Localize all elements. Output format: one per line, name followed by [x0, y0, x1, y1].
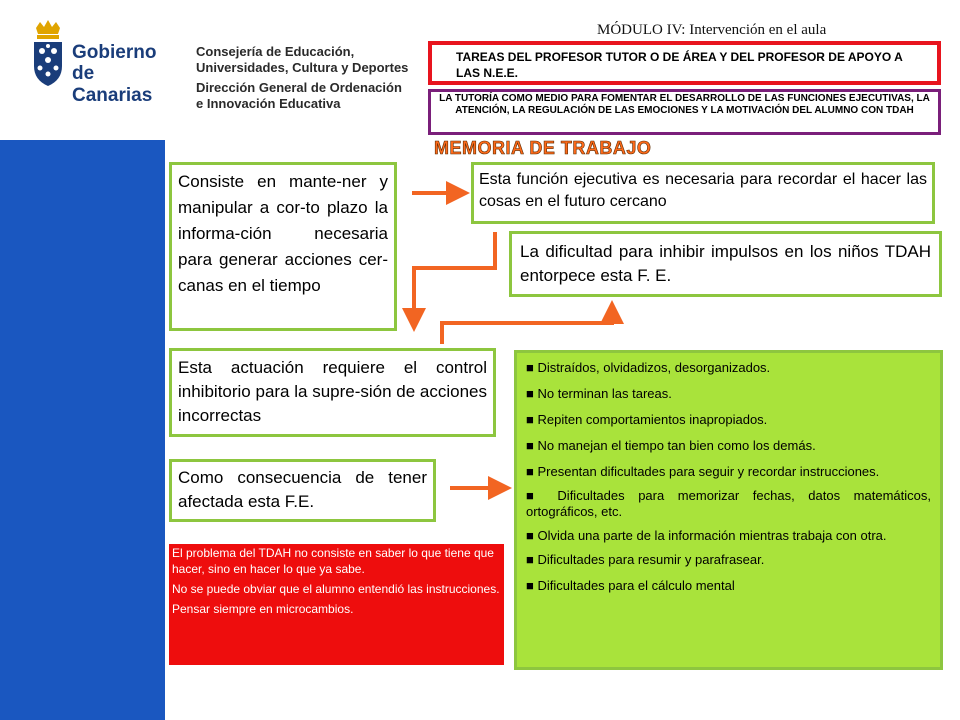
list-item: ■ Dificultades para memorizar fechas, datos matemáticos, ortográficos, etc.: [526, 488, 931, 519]
function-box: Esta función ejecutiva es necesaria para recordar el hacer las cosas en el futuro cercano: [471, 162, 935, 224]
bullet-icon: ■: [526, 360, 534, 375]
list-item: ■ Olvida una parte de la información mientras trabaja con otra.: [526, 528, 887, 543]
logo-text-line1: Gobierno: [72, 42, 157, 63]
bullet-icon: ■: [526, 464, 534, 479]
note-line: No se puede obviar que el alumno entendió las instrucciones.: [172, 582, 500, 596]
list-item: ■ Presentan dificultades para seguir y recordar instrucciones.: [526, 464, 880, 479]
consequence-box: Como consecuencia de tener afectada esta F.E.: [169, 459, 436, 522]
definition-box: Consiste en mante-ner y manipular a cor-to plazo la informa-ción necesaria para generar acciones cer-canas en el tiempo: [169, 162, 397, 331]
note-line: Pensar siempre en microcambios.: [172, 602, 354, 616]
bullet-icon: ■: [526, 438, 534, 453]
module-title: MÓDULO IV: Intervención en el aula: [597, 22, 827, 38]
logo-text-line2: de Canarias: [72, 63, 153, 106]
inhibition-box: Esta actuación requiere el control inhibitorio para la supre-sión de acciones incorrectas: [169, 348, 496, 437]
bullet-icon: ■: [526, 552, 534, 567]
arrow-inhibition-to-difficulty: [442, 312, 612, 344]
bullet-icon: ■: [526, 386, 534, 401]
department-line2: Universidades, Cultura y Deportes: [196, 60, 409, 75]
bullet-icon: ■: [526, 528, 534, 543]
list-item: ■ Distraídos, olvidadizos, desorganizados.: [526, 360, 771, 375]
section-heading: MEMORIA DE TRABAJO: [434, 138, 652, 158]
list-item: ■ Dificultades para resumir y parafrasear.: [526, 552, 765, 567]
list-item: ■ Repiten comportamientos inapropiados.: [526, 412, 768, 427]
purple-title-box: LA TUTORÍA COMO MEDIO PARA FOMENTAR EL DESARROLLO DE LAS FUNCIONES EJECUTIVAS, LA ATENCIÓN, LA REGULACIÓN DE LAS EMOCIONES Y LA MOTIVACIÓN DEL ALUMNO CON TDAH: [428, 89, 941, 135]
consequences-list: [514, 350, 943, 670]
red-title-box: TAREAS DEL PROFESOR TUTOR O DE ÁREA Y DEL PROFESOR DE APOYO A LAS N.E.E.: [428, 41, 941, 85]
bullet-icon: ■: [526, 488, 544, 503]
difficulty-box: La dificultad para inhibir impulsos en los niños TDAH entorpece esta F. E.: [509, 231, 942, 297]
arrow-function-to-inhibition: [414, 232, 495, 320]
department-line4: e Innovación Educativa: [196, 96, 341, 111]
note-line: El problema del TDAH no consiste en saber lo que tiene que hacer, sino en hacer lo que ya sabe.: [172, 546, 494, 576]
bullet-icon: ■: [526, 578, 534, 593]
bullet-icon: ■: [526, 412, 534, 427]
note-box: [169, 544, 504, 665]
list-item: ■ No terminan las tareas.: [526, 386, 672, 401]
department-line3: Dirección General de Ordenación: [196, 80, 402, 95]
list-item: ■ Dificultades para el cálculo mental: [526, 578, 735, 593]
list-item: ■ No manejan el tiempo tan bien como los demás.: [526, 438, 816, 453]
department-line1: Consejería de Educación,: [196, 44, 355, 59]
